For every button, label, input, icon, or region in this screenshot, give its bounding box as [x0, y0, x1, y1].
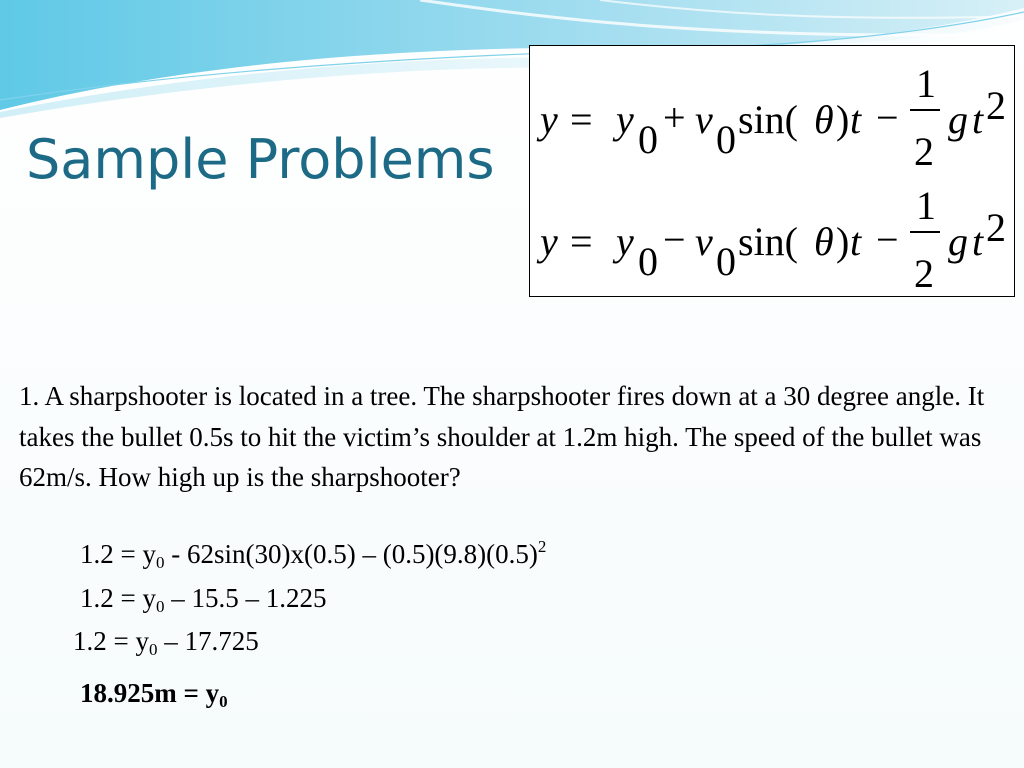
eq-v0-sub: 0	[716, 239, 736, 284]
eq-v0-sub: 0	[716, 117, 736, 162]
step-text: 1.2 = y	[80, 539, 156, 569]
equation-box	[529, 45, 1015, 297]
answer-subscript: 0	[219, 692, 228, 711]
eq-v0: v	[695, 219, 713, 264]
answer-text: 18.925m = y	[80, 678, 220, 708]
step-subscript: 0	[155, 597, 165, 616]
step-superscript: 2	[537, 537, 547, 556]
eq-frac-num: 1	[916, 61, 936, 106]
eq-y0: y	[616, 97, 634, 142]
eq-sin: sin(	[738, 97, 798, 142]
eq-sign: −	[663, 217, 686, 262]
eq-y0-sub: 0	[638, 239, 658, 284]
eq-theta: θ	[814, 97, 834, 142]
eq-sign: +	[663, 95, 686, 140]
step-text: – 15.5 – 1.225	[164, 583, 327, 613]
eq-equals: =	[570, 219, 593, 264]
step-text: - 62sin(30)x(0.5) – (0.5)(9.8)(0.5)	[164, 539, 538, 569]
eq-y: y	[540, 219, 558, 264]
step-subscript: 0	[155, 553, 165, 572]
eq-frac-den: 2	[914, 129, 934, 174]
eq-close: )	[836, 219, 850, 264]
solution-step-1	[80, 539, 546, 570]
eq-g: g	[948, 219, 968, 264]
eq-theta: θ	[814, 219, 834, 264]
eq-frac-num: 1	[916, 183, 936, 228]
eq-y0: y	[616, 219, 634, 264]
eq-close: )	[836, 97, 850, 142]
eq-frac-den: 2	[914, 251, 934, 296]
fraction-bar	[910, 109, 940, 111]
eq-minus: −	[876, 95, 899, 140]
eq-square: 2	[986, 83, 1006, 128]
page-title: Sample Problems	[26, 128, 495, 191]
step-subscript: 0	[148, 640, 158, 659]
equation-upward	[530, 52, 1014, 172]
eq-g: g	[948, 97, 968, 142]
eq-y: y	[540, 97, 558, 142]
step-text: – 17.725	[157, 626, 259, 656]
step-text: 1.2 = y	[73, 626, 149, 656]
final-answer	[80, 678, 228, 709]
equation-downward	[530, 174, 1014, 294]
problem-statement: 1. A sharpshooter is located in a tree. The sharpshooter fires down at a 30 degree angle. It takes the bullet 0.5s to hit the victim’s shoulder at 1.2m high. The speed of the bullet was 62m/s. How high up is the sharpshooter?	[19, 381, 985, 492]
eq-t: t	[850, 97, 862, 142]
solution-step-2	[80, 583, 326, 614]
eq-y0-sub: 0	[638, 117, 658, 162]
solution-step-3	[73, 626, 259, 657]
eq-square: 2	[986, 205, 1006, 250]
step-text: 1.2 = y	[80, 583, 156, 613]
fraction-bar	[910, 231, 940, 233]
eq-equals: =	[570, 97, 593, 142]
eq-t2: t	[972, 219, 984, 264]
eq-t: t	[850, 219, 862, 264]
eq-minus: −	[876, 217, 899, 262]
eq-sin: sin(	[738, 219, 798, 264]
eq-v0: v	[695, 97, 713, 142]
eq-t2: t	[972, 97, 984, 142]
